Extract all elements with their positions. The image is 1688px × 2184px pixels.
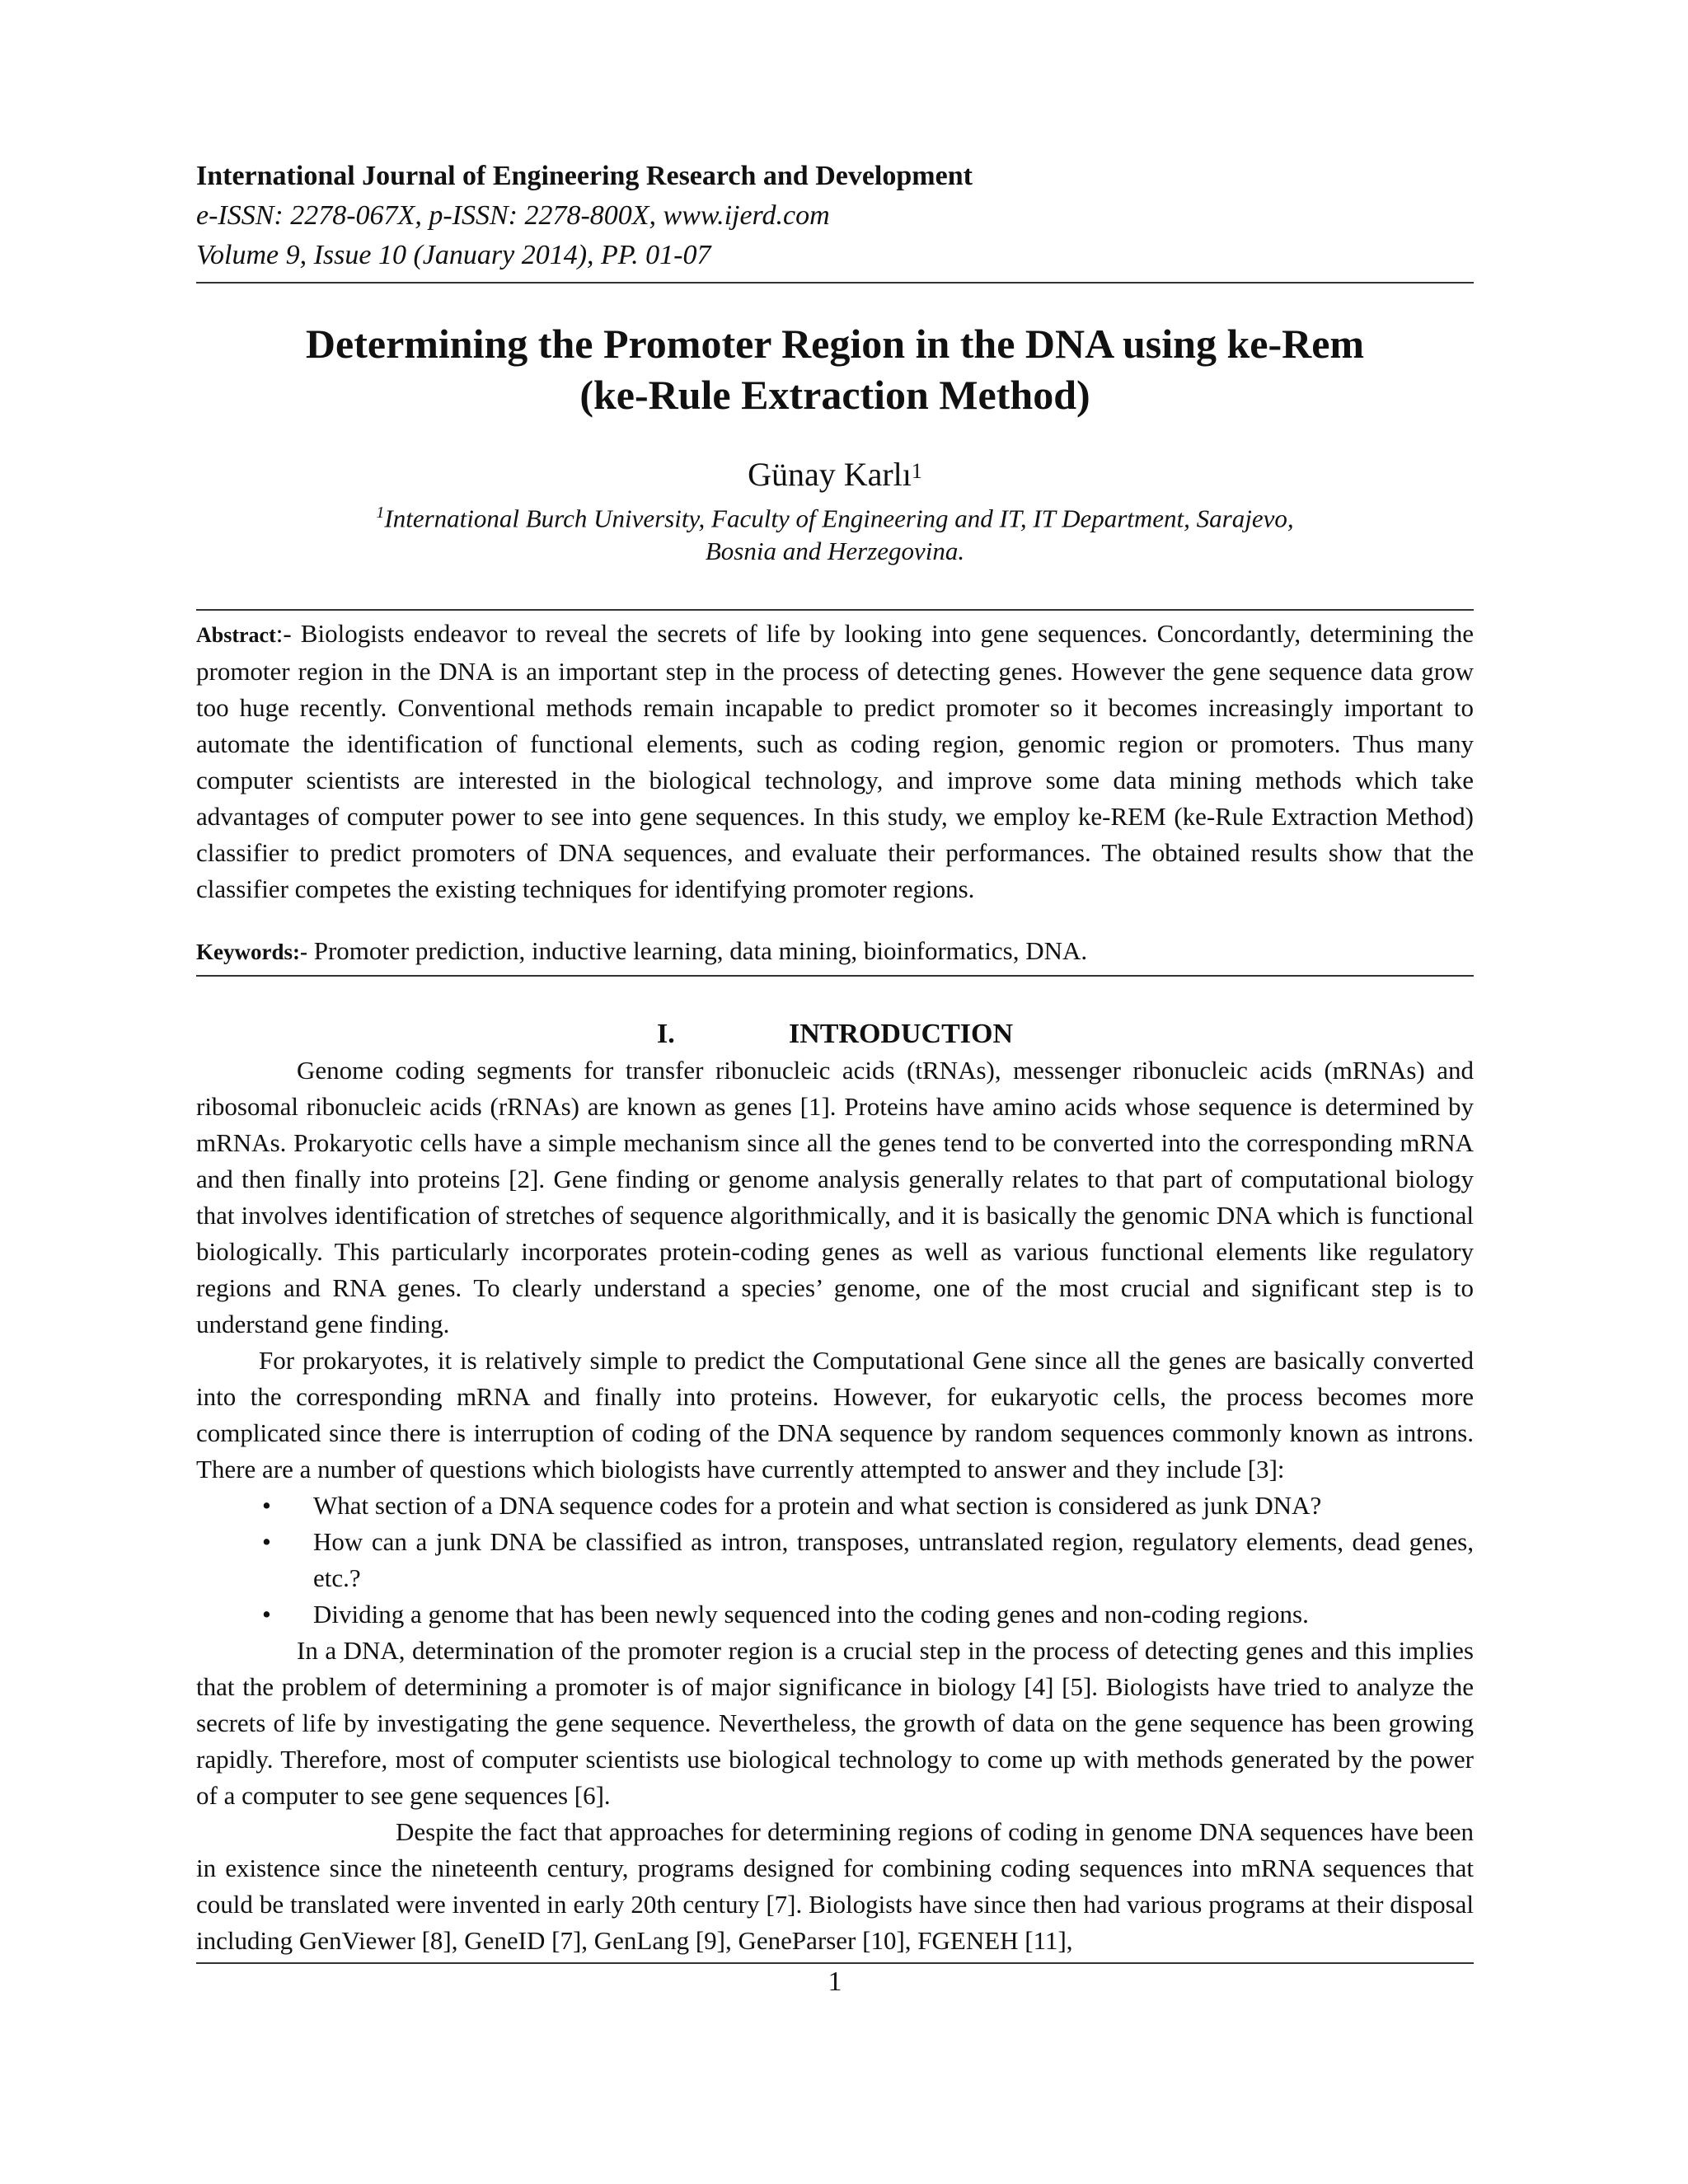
paper-title	[196, 318, 1474, 420]
journal-issn: e-ISSN: 2278-067X, p-ISSN: 2278-800X, www.ijerd.com	[196, 200, 830, 231]
affiliation-line-1: International Burch University, Faculty of Engineering and IT, IT Department, Sarajevo,	[384, 504, 1294, 533]
abstract-text: Biologists endeavor to reveal the secrets of life by looking into gene sequences. Concordantly, determining the promoter region in the DNA is an important step in the process of detecting genes. However the gene sequence data grow too huge recently. Conventional methods remain incapable to predict promoter so it becomes increasingly important to automate the identification of functional elements, such as coding region, genomic region or promoters. Thus many computer scientists are interested in the biological technology, and improve some data mining methods which take advantages of computer power to see into gene sequences. In this study, we employ ke-REM (ke-Rule Extraction Method) classifier to predict promoters of DNA sequences, and evaluate their performances. The obtained results show that the classifier competes the existing techniques for identifying promoter regions.	[196, 619, 1474, 904]
affiliation-superscript: 1	[376, 504, 385, 522]
list-item: • What section of a DNA sequence codes for a protein and what section is considered as junk DNA?	[262, 1488, 1474, 1524]
intro-paragraph-4: Despite the fact that approaches for determining regions of coding in genome DNA sequences have been in existence since the nineteenth century, programs designed for combining coding sequences into mRNA sequences that could be translated were invented in early 20th century [7]. Biologists have since then had various programs at their disposal including GenViewer [8], GeneID [7], GenLang [9], GeneParser [10], FGENEH [11],	[196, 1817, 1474, 1956]
keywords-divider	[196, 975, 1474, 977]
keywords-text: Promoter prediction, inductive learning, data mining, bioinformatics, DNA.	[307, 936, 1088, 966]
question-list	[196, 1488, 1474, 1633]
abstract	[196, 616, 1474, 907]
keywords	[196, 933, 1474, 970]
keywords-label: Keywords:-	[196, 940, 307, 965]
bullet-icon: •	[262, 1491, 271, 1521]
list-item: • How can a junk DNA be classified as intron, transposes, untranslated region, regulatory elements, dead genes, etc.?	[262, 1524, 1474, 1596]
abstract-label: Abstract	[196, 623, 276, 648]
journal-volume: Volume 9, Issue 10 (January 2014), PP. 01-07	[196, 240, 711, 270]
author-superscript: 1	[911, 459, 922, 483]
intro-paragraph-3: In a DNA, determination of the promoter region is a crucial step in the process of detecting genes and this implies that the problem of determining a promoter is of major significance in biology [4] [5]. Biologists have tried to analyze the secrets of life by investigating the gene sequence. Nevertheless, the growth of data on the gene sequence has been growing rapidly. Therefore, most of computer scientists use biological technology to come up with methods generated by the power of a computer to see gene sequences [6].	[196, 1636, 1474, 1811]
section-heading-introduction	[196, 1016, 1474, 1052]
journal-header	[196, 157, 1474, 275]
intro-paragraph-1: Genome coding segments for transfer ribonucleic acids (tRNAs), messenger ribonucleic acids (mRNAs) and ribosomal ribonucleic acids (rRNAs) are known as genes [1]. Proteins have amino acids whose sequence is determined by mRNAs. Prokaryotic cells have a simple mechanism since all the genes tend to be converted into the corresponding mRNA and then finally into proteins [2]. Gene finding or genome analysis generally relates to that part of computational biology that involves identification of stretches of sequence algorithmically, and it is basically the genomic DNA which is functional biologically. This particularly incorporates protein-coding genes as well as various functional elements like regulatory regions and RNA genes. To clearly understand a species’ genome, one of the most crucial and significant step is to understand gene finding.	[196, 1056, 1474, 1339]
paper-page	[196, 157, 1474, 2000]
list-item: • Dividing a genome that has been newly sequenced into the coding genes and non-coding regions.	[262, 1596, 1474, 1633]
section-number: I.	[656, 1019, 675, 1050]
title-line-1: Determining the Promoter Region in the DNA using ke-Rem	[305, 321, 1365, 367]
author	[196, 453, 1474, 496]
abstract-top-divider	[196, 609, 1474, 611]
page-number: 1	[828, 1966, 842, 1998]
title-line-2: (ke-Rule Extraction Method)	[579, 372, 1090, 418]
section-title: INTRODUCTION	[788, 1019, 1014, 1050]
bullet-icon: •	[262, 1527, 271, 1557]
abstract-separator: :-	[275, 619, 292, 649]
bullet-icon: •	[262, 1600, 271, 1629]
affiliation-line-2: Bosnia and Herzegovina.	[705, 537, 965, 566]
affiliation	[196, 496, 1474, 568]
author-name: Günay Karlı	[748, 456, 912, 493]
header-divider	[196, 282, 1474, 284]
journal-name: International Journal of Engineering Research and Development	[196, 161, 973, 191]
intro-paragraph-2: For prokaryotes, it is relatively simple to predict the Computational Gene since all the genes are basically converted into the corresponding mRNA and finally into proteins. However, for eukaryotic cells, the process becomes more complicated since there is interruption of coding of the DNA sequence by random sequences commonly known as introns. There are a number of questions which biologists have currently attempted to answer and they include [3]:	[196, 1346, 1474, 1484]
